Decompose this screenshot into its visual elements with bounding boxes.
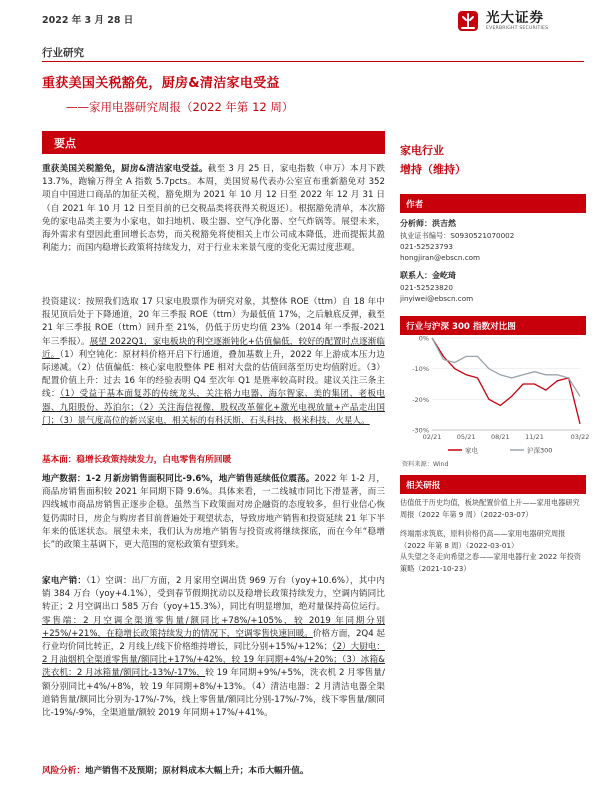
summary-header: 要点 (42, 131, 385, 154)
index-comparison-chart (400, 330, 590, 470)
summary-p1-text: 截至 3 月 25 日，家电指数（申万）本月下跌 13.7%，跑输万得全 A 指数 5.7pcts。本周，美国贸易代表办公室宣布重新豁免对 352 项自中国进口商品的加征关税，豁免期为 2021 年 10 月 12 日至 2022 年 12 月 31 日（自 2021 年 10 月 12 日至目前的已交税品类将获得关税返还）。根据豁免清单，本次豁免的家电品类主要为小家电，如扫地机、吸尘器、空气净化器、空气炸锅等。展望未来，海外需求有望因此重回增长态势，而关税豁免将使相关上市公司成本降低，进而提振其盈利能力；而国内稳增长政策将持续发力，对于行业未来景气度的变化无需过度悲观。 (42, 164, 385, 254)
appliance-text-2: 价格方面，2Q4 起行业均价同比转正，2 月线上/线下价格维持增长，同比分别+15%/+12%； (42, 628, 386, 653)
summary-paragraph-1 (42, 163, 385, 255)
appliance-underline-2: （2）大厨电：2 月油烟机全渠道零售量/额同比+17%/+42%，较 19 年同期+4%/+20%；（3）冰箱&洗衣机：2 月冰箱量/额同比-13%/-17%， (42, 642, 385, 679)
chart-source: 资料来源：Wind (402, 461, 449, 468)
analyst-name: 洪吉然 (432, 219, 456, 228)
analyst-email[interactable]: hongjiran@ebscn.com (400, 253, 481, 262)
contact-name: 金屹琦 (432, 271, 456, 280)
basics-heading: 基本面：稳增长政策持续发力，白电零售有所回暖 (42, 455, 232, 465)
summary-p2-underline-2: （1）受益于基本面复苏的传统龙头，关注格力电器、海尔智家、美的集团、老板电器、九阳股份、苏泊尔；（2）关注海信视像，股权改革催化+激光电视放量+产品走出国门；（3）景气度高位的新兴家电，相关标的有科沃斯、石头科技、极米科技、火星人。 (42, 389, 385, 426)
risk-paragraph (42, 765, 385, 778)
appliance-underline-1: 零售端：2 月空调全渠道零售量/额同比+78%/+105%，较 2019 年同期分别+25%/+21%，在稳增长政策持续发力的情况下，空调零售快速回暖。 (42, 615, 385, 639)
appliance-label: 家电产销： (42, 576, 87, 586)
author-section-bar: 作者 (400, 194, 586, 213)
appliance-text-1: （1）空调：出厂方面，2 月家用空调出货 969 万台（yoy+10.6%），其中内销 384 万台（yoy+4.1%），受到春节假期扰动以及稳增长政策持续发力，空调内销同比转正；2 月空调出口 585 万台（yoy+15.3%），同比有明显增加，绝对量保持高位运行。 (42, 576, 385, 613)
summary-p2-underline: 展望 2022Q1，家电板块的利空逐渐钝化+估值偏低，较好的配置时点逐渐临近。 (42, 336, 385, 360)
x-tick-label: 08/21 (490, 433, 510, 441)
summary-paragraph-2 (42, 296, 385, 428)
contact-label: 联系人： (400, 271, 432, 280)
summary-p1-bold: 重获美国关税豁免，厨房&清洁家电受益。 (42, 164, 208, 174)
related-report-3[interactable]: 从失望之冬走向希望之春——家用电器行业 2022 年投资策略（2021-10-23） (400, 552, 581, 573)
report-title: 重获美国关税豁免，厨房&清洁家电受益 (42, 76, 280, 91)
x-tick-label: 11/21 (525, 433, 544, 441)
risk-text: 地产销售不及预期；原材料成本大幅上升；本币大幅升值。 (84, 766, 309, 776)
related-report-2[interactable]: 终端需求筑底，原料价格仍高——家用电器研究周报（2022 年第 8 周）（2022-03-01） (400, 529, 566, 550)
chart-svg (400, 330, 590, 470)
y-tick-label: -30% (412, 426, 429, 435)
x-tick-label: 03/22 (570, 433, 590, 441)
logo-english-name: EVERBRIGHT SECURITIES (486, 26, 549, 31)
sidebar-rating: 增持（维持） (400, 163, 466, 176)
contact-phone: 021-52523820 (400, 283, 453, 292)
summary-paragraph-4 (42, 575, 385, 720)
sidebar-industry: 家电行业 (400, 144, 444, 157)
series-line-appliance (432, 338, 580, 424)
x-tick-label: 02/21 (422, 433, 442, 441)
logo-name: 光大证券 (486, 10, 544, 26)
contact-line (400, 270, 456, 281)
analyst-line (400, 218, 456, 229)
report-date: 2022 年 3 月 28 日 (42, 15, 134, 26)
appliance-text-3: 较 19 年同期+9%/+5%，洗衣机 2 月零售量/额分别同比+4%/+8%，较 19 年同期+8%/+13%。（4）清洁电器：2 月清洁电器全渠道销售量/额同比分别为-17%/-7%，线上零售量/额同比分别-17%/-7%，线下零售量/额同比-19%/-9%，全渠道量/额较 2019 年同期+17%/+41%。 (42, 668, 385, 719)
summary-p2-rest: （1）利空钝化：原材料价格开启下行通道，叠加基数上升，2022 年上游成本压力边际递减。（2）估值偏低：核心家电股整体 PE 相对大盘的估值回落至历史均值附近。（3）配置价值上升：过去 16 年的经验表明 Q4 至次年 Q1 是胜率较高时段。建议关注三条主线： (42, 349, 385, 400)
analyst-license: 执业证书编号：S0930521070002 (400, 231, 515, 240)
related-report-1[interactable]: 估值低于历史均值，板块配置价值上升——家用电器研究周报（2022 年第 9 周）（2022-03-07） (400, 498, 580, 519)
chart-section-bar: 行业与沪深 300 指数对比图 (400, 316, 586, 335)
summary-p2-text: 投资建议：按照我们选取 17 只家电股票作为研究对象，其整体 ROE（ttm）自 18 年中报见顶后处于下降通道，20 年三季报 ROE（ttm）为最低值 17%，之后触底反弹，截至 21 年三季报 ROE（ttm）回升至 21%，仍低于历史均值 23%（2014 年一季报-2021 年三季报）。 (42, 297, 385, 347)
related-section-bar: 相关研报 (400, 475, 586, 494)
analyst-phone: 021-52523793 (400, 242, 453, 251)
summary-paragraph-3 (42, 473, 385, 552)
report-subtitle: ——家用电器研究周报（2022 年第 12 周） (66, 100, 294, 114)
logo (455, 6, 583, 36)
legend-label: 家电 (465, 446, 478, 455)
legend-label: 沪深300 (527, 446, 553, 455)
analyst-label: 分析师： (400, 219, 432, 228)
property-bold: 1-2 月新房销售面积同比-9.6%，地产销售延续低位震荡。 (85, 474, 315, 484)
report-category: 行业研究 (42, 47, 84, 59)
contact-email[interactable]: jinyiwei@ebscn.com (400, 294, 474, 303)
property-text: 2022 年 1-2 月，商品房销售面积较 2021 年同期下降 9.6%。具体来看，一二线城市同比下滑显著，而三四线城市商品房销售正逐步企稳。虽然当下政策面对房企融资的态度较多，但行业信心恢复仍需时日，房企与购房者目前普遍处于观望状态，导致房地产销售和投资延续 21 年下半年来的低迷状态。展望未来，我们认为房地产销售与投资或将继续探底，而在今年“稳增长”的政策主基调下，更大范围的宽松政策有望到来。 (42, 474, 385, 551)
y-tick-label: -20% (412, 395, 429, 404)
y-tick-label: 0% (418, 334, 429, 343)
y-tick-label: -10% (412, 365, 429, 374)
risk-label: 风险分析： (42, 766, 85, 776)
x-tick-label: 05/21 (456, 433, 476, 441)
logo-mark-icon (455, 8, 481, 34)
divider (42, 61, 584, 62)
property-label: 地产数据： (42, 474, 86, 484)
